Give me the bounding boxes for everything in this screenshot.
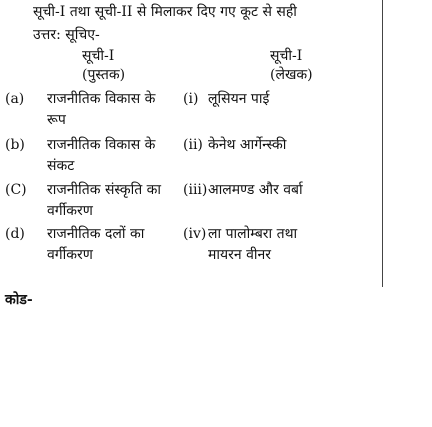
- answer-prefix: उत्तर: सूचिए-: [33, 27, 100, 43]
- code-label: कोड-: [5, 292, 33, 308]
- question-text: सूची-I तथा सूची-II से मिलाकर दिए गए कूट से सही: [33, 4, 297, 20]
- row-d-author-line1: ला पालोम्बरा तथा: [208, 226, 298, 242]
- row-a-book-line2: रूप: [47, 112, 66, 128]
- row-a-number: (i): [183, 91, 199, 107]
- row-b-author: केनेथ आर्गेन्स्की: [208, 137, 287, 153]
- list2-title: सूची-I: [270, 48, 303, 64]
- row-c-number: (iii): [183, 182, 208, 198]
- row-d-number: (iv): [183, 226, 207, 242]
- list2-subtitle: (लेखक): [270, 67, 313, 83]
- row-a-author: लूसियन पाई: [208, 91, 270, 107]
- row-d-label: (d): [5, 226, 25, 242]
- row-a-label: (a): [5, 91, 25, 107]
- row-d-author-line2: मायरन वीनर: [208, 247, 271, 263]
- row-c-label: (C): [5, 182, 27, 198]
- row-a-book-line1: राजनीतिक विकास के: [47, 91, 156, 107]
- row-b-number: (ii): [183, 137, 203, 153]
- row-b-book-line2: संकट: [47, 158, 75, 174]
- list1-title: सूची-I: [82, 48, 115, 64]
- row-c-book-line2: वर्गीकरण: [47, 203, 93, 219]
- row-c-author: आलमण्ड और वर्बा: [208, 182, 303, 198]
- row-d-book-line2: वर्गीकरण: [47, 247, 93, 263]
- row-b-label: (b): [5, 137, 25, 153]
- list1-subtitle: (पुस्तक): [82, 67, 126, 83]
- column-divider: [382, 0, 383, 287]
- row-b-book-line1: राजनीतिक विकास के: [47, 137, 156, 153]
- row-c-book-line1: राजनीतिक संस्कृति का: [47, 182, 162, 198]
- row-d-book-line1: राजनीतिक दलों का: [47, 226, 145, 242]
